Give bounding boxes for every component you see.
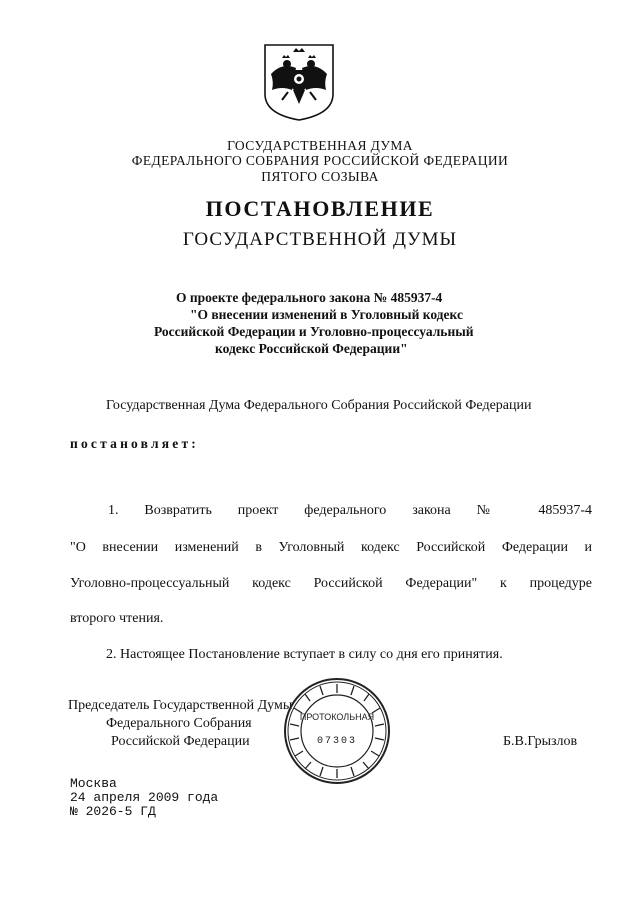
signature-role-line-3: Российской Федерации [111, 734, 250, 749]
document-subtitle: ГОСУДАРСТВЕННОЙ ДУМЫ [182, 229, 458, 250]
preamble: Государственная Дума Федерального Собрания Российской Федерации [106, 398, 532, 413]
item1-line-3: Уголовно-процессуальный кодекс Российской Федерации" к процедуре [70, 576, 592, 591]
subject-line-1: О проекте федерального закона № 485937-4 [176, 290, 443, 305]
document-title: ПОСТАНОВЛЕНИЕ [205, 196, 435, 221]
item1-line-4: второго чтения. [70, 611, 164, 626]
signature-role-line-1: Председатель Государственной Думы [68, 698, 293, 713]
subject-line-4: кодекс Российской Федерации" [215, 341, 408, 356]
header-line-3: ПЯТОГО СОЗЫВА [261, 169, 379, 184]
double-headed-eagle-icon [262, 42, 336, 122]
subject-line-2: "О внесении изменений в Уголовный кодекс [190, 307, 463, 322]
header-line-2: ФЕДЕРАЛЬНОГО СОБРАНИЯ РОССИЙСКОЙ ФЕДЕРАЦИИ [131, 153, 509, 168]
footer-city: Москва [70, 776, 117, 791]
item1-line-2: "О внесении изменений в Уголовный кодекс Российской Федерации и [70, 540, 592, 555]
footer-date: 24 апреля 2009 года [70, 790, 219, 805]
round-stamp-icon [282, 676, 392, 786]
subject-line-3: Российской Федерации и Уголовно-процессуальный [154, 324, 474, 339]
signer-name: Б.В.Грызлов [503, 734, 578, 749]
coat-of-arms-emblem [262, 42, 336, 122]
stamp-center-text: ПРОТОКОЛЬНАЯ [299, 712, 375, 722]
footer-number: № 2026-5 ГД [70, 804, 156, 819]
official-stamp [282, 676, 392, 786]
header-line-1: ГОСУДАРСТВЕННАЯ ДУМА [227, 138, 413, 153]
stamp-number: 07303 [316, 736, 358, 747]
item2: 2. Настоящее Постановление вступает в силу со дня его принятия. [106, 647, 503, 662]
item1-line-1: 1. Возвратить проект федерального закона № 485937-4 [108, 503, 592, 518]
decree-word: постановляет: [70, 436, 199, 451]
signature-role-line-2: Федерального Собрания [106, 716, 252, 731]
